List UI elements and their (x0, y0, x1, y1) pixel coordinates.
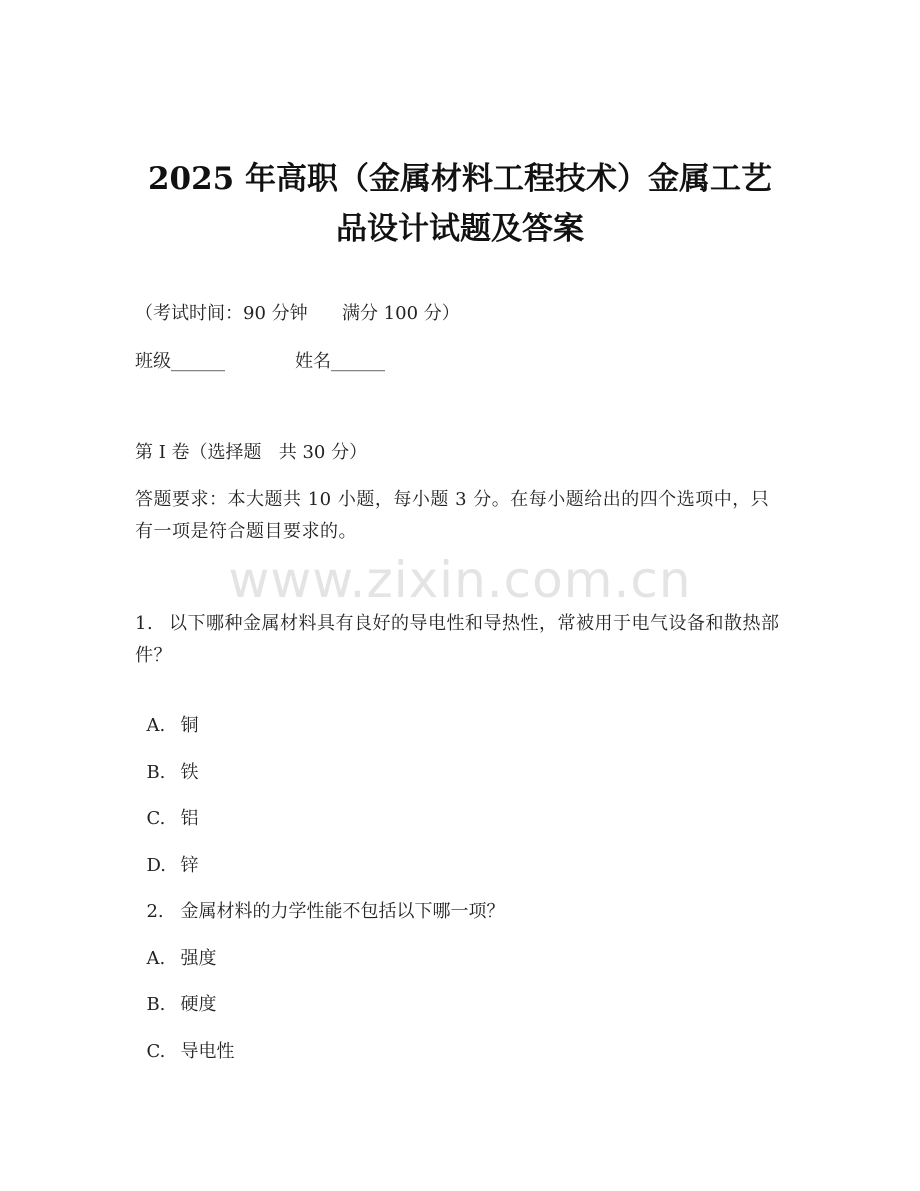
option-text: 强度 (180, 948, 217, 969)
option-letter: D. (146, 855, 166, 876)
question-text: 以下哪种金属材料具有良好的导电性和导热性，常被用于电气设备和散热部件？ (135, 613, 780, 666)
exam-time-info: （考试时间：90 分钟 满分 100 分） (135, 303, 460, 324)
document-title-line-2: 品设计试题及答案 (336, 211, 584, 247)
section-heading: 第 I 卷（选择题 共 30 分） (135, 442, 368, 463)
option-text: 导电性 (180, 1041, 235, 1062)
option-text: 铝 (180, 808, 199, 829)
option-letter: B. (146, 994, 166, 1015)
option-1a (135, 690, 198, 738)
class-field-label: 班级______ (135, 351, 225, 372)
option-letter: B. (146, 762, 166, 783)
question-text: 金属材料的力学性能不包括以下哪一项？ (180, 901, 505, 922)
option-text: 铜 (180, 715, 199, 736)
option-2b (135, 969, 216, 1017)
option-2a (135, 923, 216, 971)
question-number: 2. (146, 901, 164, 922)
option-1d (135, 830, 198, 878)
option-letter: C. (146, 808, 166, 829)
option-letter: C. (146, 1041, 166, 1062)
option-letter: A. (146, 715, 166, 736)
name-field-label: 姓名______ (295, 351, 385, 372)
option-1c (135, 783, 198, 831)
answer-requirement: 答题要求：本大题共 10 小题，每小题 3 分。在每小题给出的四个选项中，只有一项是符合题目要求的。 (135, 489, 770, 542)
document-title-line-1: 2025 年高职（金属材料工程技术）金属工艺 (147, 161, 773, 197)
question-number: 1. (135, 613, 154, 634)
option-text: 铁 (180, 762, 199, 783)
option-1b (135, 737, 198, 785)
option-letter: A. (146, 948, 166, 969)
question-2 (135, 876, 504, 924)
option-text: 硬度 (180, 994, 217, 1015)
option-2c (135, 1016, 234, 1064)
question-1 (135, 608, 785, 672)
watermark: www.zixin.com.cn (228, 551, 692, 609)
option-text: 锌 (180, 855, 199, 876)
